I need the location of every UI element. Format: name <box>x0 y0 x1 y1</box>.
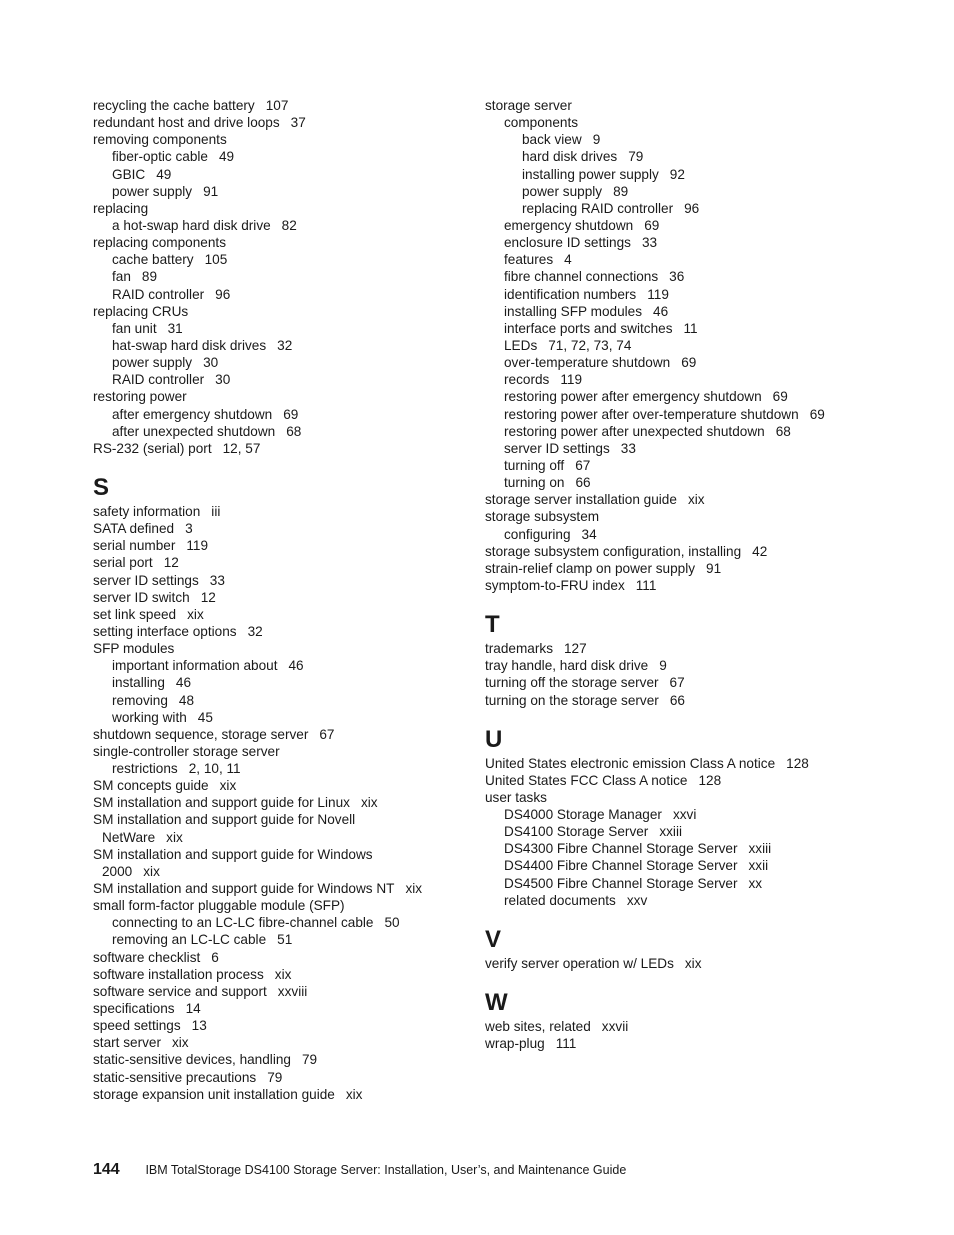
index-term: storage server <box>485 98 572 113</box>
index-entry <box>485 131 885 148</box>
index-page-ref: 92 <box>669 166 685 182</box>
index-entry <box>485 337 885 354</box>
index-term: small form-factor pluggable module (SFP) <box>93 898 345 914</box>
index-entry <box>93 1051 463 1068</box>
index-term: restoring power <box>93 389 187 405</box>
index-term: serial port <box>93 555 153 571</box>
index-page-ref: 119 <box>186 538 209 554</box>
index-entry <box>93 794 463 811</box>
index-page-ref: 37 <box>290 115 306 131</box>
index-entry <box>93 1069 463 1086</box>
index-page-ref: 14 <box>185 1001 201 1017</box>
index-entry <box>93 640 463 657</box>
index-entry <box>93 537 463 554</box>
index-term: removing <box>112 692 168 708</box>
index-entry <box>93 148 463 165</box>
index-page-ref: 66 <box>575 475 591 491</box>
index-entry <box>93 268 463 285</box>
index-term: storage server installation guide <box>485 492 677 508</box>
index-page-ref: 67 <box>575 457 591 473</box>
index-term: replacing <box>93 200 149 216</box>
index-page-ref: xix <box>219 778 237 794</box>
index-entry <box>93 200 463 217</box>
index-term: restoring power after emergency shutdown <box>504 389 762 405</box>
index-page-ref: xix <box>143 863 160 879</box>
index-term: turning on the storage server <box>485 692 659 708</box>
index-page-ref: 11 <box>683 320 698 336</box>
index-entry <box>485 955 885 972</box>
index-term: replacing CRUs <box>93 303 189 319</box>
index-page-ref: 128 <box>698 772 722 788</box>
index-entry <box>485 755 885 772</box>
index-entry <box>485 234 885 251</box>
index-term: over-temperature shutdown <box>504 355 671 371</box>
index-term: SM concepts guide <box>93 778 209 794</box>
index-term: RAID controller <box>112 372 205 388</box>
index-term: fibre channel connections <box>504 269 659 285</box>
index-entry <box>485 217 885 234</box>
index-term: enclosure ID settings <box>504 235 631 251</box>
index-page-ref: 128 <box>786 755 809 771</box>
index-term: power supply <box>112 183 193 199</box>
index-term: turning off the storage server <box>485 675 659 691</box>
index-page-ref: 79 <box>301 1052 318 1068</box>
index-term: after emergency shutdown <box>112 406 273 422</box>
index-term: RAID controller <box>112 286 205 302</box>
index-entry <box>485 823 885 840</box>
index-page-ref: 12 <box>200 589 216 605</box>
index-term: connecting to an LC-LC fibre-channel cable <box>112 915 374 931</box>
index-term: RS-232 (serial) port <box>93 440 212 456</box>
index-page-ref: xx <box>748 875 763 891</box>
index-entry <box>93 743 463 760</box>
index-entry <box>93 949 463 966</box>
index-entry <box>485 560 885 577</box>
index-term: restoring power after over-temperature shutdown <box>504 406 799 422</box>
index-term: DS4400 Fibre Channel Storage Server <box>504 858 738 874</box>
index-entry <box>93 371 463 388</box>
index-page-ref: 48 <box>178 692 195 708</box>
index-entry <box>485 320 885 337</box>
index-letter-heading: S <box>93 473 110 501</box>
index-page-ref: 69 <box>644 217 660 233</box>
index-page-ref: 49 <box>156 166 172 182</box>
index-entry <box>93 589 463 606</box>
index-entry <box>485 183 885 200</box>
index-term: turning on <box>504 475 565 491</box>
index-entry <box>93 354 463 371</box>
index-entry <box>485 857 885 874</box>
index-page-ref: xix <box>274 966 292 982</box>
index-page-ref: xix <box>360 795 378 811</box>
index-entry <box>93 388 463 405</box>
index-entry <box>93 423 463 440</box>
index-term: storage expansion unit installation guide <box>93 1086 335 1102</box>
index-page-ref: 50 <box>384 915 400 931</box>
index-entry <box>93 1034 463 1051</box>
index-page-ref: 79 <box>267 1069 283 1085</box>
index-term: SFP modules <box>93 641 175 657</box>
index-page-ref: 96 <box>215 286 231 302</box>
index-entry <box>485 303 885 320</box>
index-page-ref: xxviii <box>277 983 308 999</box>
index-term: software service and support <box>93 983 267 999</box>
index-term: hard disk drives <box>522 149 618 165</box>
index-entry <box>485 457 885 474</box>
index-entry <box>485 251 885 268</box>
index-term: hat-swap hard disk drives <box>112 337 267 353</box>
index-entry <box>93 1000 463 1017</box>
index-term: records <box>504 372 550 388</box>
index-term: replacing components <box>93 235 226 251</box>
page-number: 144 <box>93 1161 120 1178</box>
index-page-ref: 107 <box>265 98 289 113</box>
index-term: removing components <box>93 132 227 148</box>
index-term: setting interface options <box>93 623 237 639</box>
index-page-ref: 69 <box>681 355 697 371</box>
index-term: NetWare <box>102 829 156 845</box>
index-page-ref: xix <box>187 606 204 622</box>
index-entry <box>93 234 463 251</box>
index-entry <box>93 572 463 589</box>
index-entry <box>93 692 463 709</box>
index-entry <box>485 200 885 217</box>
document-title: IBM TotalStorage DS4100 Storage Server: Installation, User’s, and Maintenance Guide <box>145 1163 627 1177</box>
index-entry <box>93 520 463 537</box>
index-entry <box>93 709 463 726</box>
index-term: fiber-optic cable <box>112 149 208 165</box>
index-term: installing SFP modules <box>504 303 643 319</box>
index-entry <box>93 606 463 623</box>
index-term: SM installation and support guide for Windows NT <box>93 881 395 897</box>
index-entry <box>485 674 885 691</box>
index-entry <box>485 97 885 114</box>
index-column-left <box>93 97 463 1103</box>
index-entry <box>485 508 885 525</box>
index-page-ref: 68 <box>775 423 791 439</box>
index-letter-heading: V <box>485 925 502 953</box>
index-column-right <box>485 97 885 1052</box>
index-page-ref: 12, 57 <box>222 440 261 456</box>
index-term: related documents <box>504 892 616 908</box>
index-term: restoring power after unexpected shutdown <box>504 423 765 439</box>
index-page-ref: 79 <box>628 149 644 165</box>
index-term: software checklist <box>93 949 201 965</box>
index-page-ref: 33 <box>209 572 225 588</box>
index-term: important information about <box>112 658 278 674</box>
index-term: start server <box>93 1035 161 1051</box>
index-term: server ID switch <box>93 589 190 605</box>
index-term: identification numbers <box>504 286 637 302</box>
index-entry <box>485 543 885 560</box>
index-entry <box>485 491 885 508</box>
index-page-ref: 6 <box>211 949 219 965</box>
index-entry <box>93 114 463 131</box>
index-term: specifications <box>93 1001 175 1017</box>
index-entry <box>485 423 885 440</box>
index-page-ref: 51 <box>277 932 293 948</box>
index-page-ref: 46 <box>175 675 192 691</box>
index-term: safety information <box>93 503 201 519</box>
index-term: turning off <box>504 457 565 473</box>
index-term: SM installation and support guide for Novell <box>93 812 356 828</box>
index-term: DS4300 Fibre Channel Storage Server <box>504 841 738 857</box>
index-term: recycling the cache battery <box>93 98 255 113</box>
index-term: storage subsystem configuration, installing <box>485 543 742 559</box>
index-page-ref: 9 <box>659 658 667 674</box>
index-page-ref: 111 <box>555 1036 577 1052</box>
index-entry <box>93 503 463 520</box>
index-entry <box>93 217 463 234</box>
index-term: redundant host and drive loops <box>93 115 280 131</box>
index-entry <box>93 897 463 914</box>
index-term: removing an LC-LC cable <box>112 932 267 948</box>
index-term: emergency shutdown <box>504 217 634 233</box>
index-page-ref: xxiii <box>659 824 682 840</box>
index-entry <box>485 806 885 823</box>
index-entry <box>485 148 885 165</box>
index-page-ref: 36 <box>669 269 685 285</box>
index-term: single-controller storage server <box>93 743 280 759</box>
index-page-ref: 67 <box>319 726 335 742</box>
index-entry <box>93 983 463 1000</box>
index-entry <box>93 657 463 674</box>
index-entry <box>485 286 885 303</box>
index-entry <box>93 303 463 320</box>
index-entry <box>93 183 463 200</box>
index-term: DS4500 Fibre Channel Storage Server <box>504 875 738 891</box>
index-term: power supply <box>522 183 603 199</box>
index-entry <box>93 846 463 863</box>
index-entry <box>93 406 463 423</box>
index-entry <box>485 789 885 806</box>
index-page-ref: 31 <box>167 320 183 336</box>
index-entry <box>485 772 885 789</box>
index-term: LEDs <box>504 337 538 353</box>
index-entry <box>93 1017 463 1034</box>
index-term: fan unit <box>112 320 157 336</box>
index-term: set link speed <box>93 606 177 622</box>
index-page-ref: 9 <box>592 132 601 148</box>
index-term: a hot-swap hard disk drive <box>112 217 271 233</box>
index-term: power supply <box>112 355 193 371</box>
index-entry <box>485 526 885 543</box>
index-term: storage subsystem <box>485 509 600 525</box>
index-entry <box>485 166 885 183</box>
index-term: SM installation and support guide for Windows <box>93 846 373 862</box>
index-page-ref: xix <box>684 955 702 971</box>
index-page-ref: 30 <box>215 372 231 388</box>
index-page-ref: 91 <box>203 183 219 199</box>
index-entry <box>93 623 463 640</box>
index-page-ref: 105 <box>204 252 228 268</box>
index-entry <box>485 640 885 657</box>
index-term: wrap-plug <box>485 1036 545 1052</box>
index-entry <box>485 474 885 491</box>
index-page-ref: 33 <box>620 440 636 456</box>
index-page-ref: xix <box>171 1035 189 1051</box>
index-entry <box>485 875 885 892</box>
index-entry <box>93 286 463 303</box>
index-page-ref: xxvii <box>601 1019 629 1035</box>
index-page-ref: xxv <box>626 892 648 908</box>
index-term: serial number <box>93 538 176 554</box>
index-entry <box>93 554 463 571</box>
index-term: replacing RAID controller <box>522 200 674 216</box>
index-term: server ID settings <box>93 572 199 588</box>
index-page-ref: 30 <box>203 355 219 371</box>
index-entry <box>93 131 463 148</box>
index-entry <box>485 692 885 709</box>
index-entry <box>93 440 463 457</box>
index-letter-heading: T <box>485 611 500 639</box>
index-page-ref: xxii <box>748 858 769 874</box>
index-entry <box>485 1035 885 1052</box>
index-entry <box>93 777 463 794</box>
index-entry <box>93 251 463 268</box>
index-entry <box>93 914 463 931</box>
index-entry <box>485 388 885 405</box>
index-term: web sites, related <box>485 1019 591 1035</box>
index-page-ref: xxiii <box>748 841 772 857</box>
index-page-ref: 33 <box>641 235 658 251</box>
index-page-ref: 71, 72, 73, 74 <box>548 337 632 353</box>
index-entry <box>485 657 885 674</box>
index-term: GBIC <box>112 166 146 182</box>
index-page-ref: xix <box>345 1086 363 1102</box>
index-page-ref: 66 <box>669 692 685 708</box>
index-term: features <box>504 252 554 268</box>
index-entry <box>93 674 463 691</box>
index-page-ref: 119 <box>560 372 582 388</box>
index-term: symptom-to-FRU index <box>485 577 625 593</box>
index-term: software installation process <box>93 966 264 982</box>
index-entry <box>485 354 885 371</box>
index-term: trademarks <box>485 641 553 657</box>
index-term: strain-relief clamp on power supply <box>485 560 696 576</box>
index-letter-heading: U <box>485 725 503 753</box>
index-term: static-sensitive devices, handling <box>93 1052 291 1068</box>
index-page-ref: xix <box>166 829 183 845</box>
index-entry <box>93 966 463 983</box>
index-page-ref: 46 <box>653 303 669 319</box>
index-page-ref: 69 <box>809 406 825 422</box>
index-term: interface ports and switches <box>504 320 673 336</box>
index-entry <box>93 726 463 743</box>
index-page-ref: xix <box>687 492 705 508</box>
index-term: after unexpected shutdown <box>112 423 276 439</box>
index-page-ref: 82 <box>281 217 297 233</box>
index-term: SATA defined <box>93 521 175 537</box>
index-entry <box>485 114 885 131</box>
index-page-ref: xxvi <box>672 807 697 823</box>
index-page-ref: 89 <box>141 269 158 285</box>
index-page-ref: 69 <box>772 389 788 405</box>
index-page-ref: 34 <box>581 526 597 542</box>
index-term: speed settings <box>93 1018 181 1034</box>
index-term: SM installation and support guide for Linux <box>93 795 350 811</box>
index-page-ref: 42 <box>752 543 768 559</box>
index-entry <box>485 406 885 423</box>
index-term: installing <box>112 675 165 691</box>
index-term: fan <box>112 269 131 285</box>
index-entry <box>485 892 885 909</box>
index-entry <box>93 811 463 828</box>
index-term: tray handle, hard disk drive <box>485 658 649 674</box>
index-entry <box>93 880 463 897</box>
index-entry <box>93 337 463 354</box>
index-entry <box>485 1018 885 1035</box>
page-footer <box>93 1161 626 1179</box>
index-entry <box>93 97 463 114</box>
index-page-ref: 67 <box>669 675 685 691</box>
index-page-ref: 32 <box>277 337 293 353</box>
index-page-ref: 89 <box>613 183 629 199</box>
index-entry <box>93 1086 463 1103</box>
index-page-ref: 13 <box>191 1018 207 1034</box>
index-term: working with <box>112 709 187 725</box>
index-term: static-sensitive precautions <box>93 1069 257 1085</box>
index-entry <box>93 863 463 880</box>
index-entry <box>485 440 885 457</box>
index-term: United States electronic emission Class A notice <box>485 755 776 771</box>
index-entry <box>485 577 885 594</box>
index-page-ref: 46 <box>288 658 304 674</box>
index-term: restrictions <box>112 761 178 777</box>
index-page-ref: 69 <box>283 406 299 422</box>
index-term: installing power supply <box>522 166 659 182</box>
index-page-ref: 91 <box>706 560 722 576</box>
index-page-ref: 4 <box>564 252 572 268</box>
index-term: DS4100 Storage Server <box>504 824 649 840</box>
index-term: user tasks <box>485 789 547 805</box>
index-entry <box>93 166 463 183</box>
index-page-ref: 45 <box>197 709 213 725</box>
index-entry <box>485 268 885 285</box>
index-page-ref: 119 <box>647 286 669 302</box>
index-page-ref: xix <box>405 881 423 897</box>
index-entry <box>93 829 463 846</box>
index-page-ref: 2, 10, 11 <box>188 761 241 777</box>
index-page-ref: iii <box>211 503 221 519</box>
index-term: cache battery <box>112 252 194 268</box>
index-letter-heading: W <box>485 989 508 1017</box>
index-entry <box>93 931 463 948</box>
index-term: verify server operation w/ LEDs <box>485 955 674 971</box>
index-entry <box>93 760 463 777</box>
index-term: United States FCC Class A notice <box>485 772 688 788</box>
index-page-ref: 111 <box>635 577 657 593</box>
index-term: server ID settings <box>504 440 610 456</box>
index-page-ref: 68 <box>286 423 302 439</box>
index-term: shutdown sequence, storage server <box>93 726 309 742</box>
index-term: back view <box>522 132 582 148</box>
index-page-ref: 96 <box>684 200 700 216</box>
index-page-ref: 32 <box>247 623 263 639</box>
index-entry <box>93 320 463 337</box>
index-page-ref: 12 <box>163 555 179 571</box>
index-term: 2000 <box>102 863 133 879</box>
index-entry <box>485 371 885 388</box>
index-term: configuring <box>504 526 571 542</box>
index-page-ref: 3 <box>185 521 193 537</box>
index-term: components <box>504 115 579 131</box>
index-term: DS4000 Storage Manager <box>504 807 662 823</box>
index-page-ref: 49 <box>218 149 235 165</box>
index-entry <box>485 840 885 857</box>
index-page-ref: 127 <box>564 641 587 657</box>
